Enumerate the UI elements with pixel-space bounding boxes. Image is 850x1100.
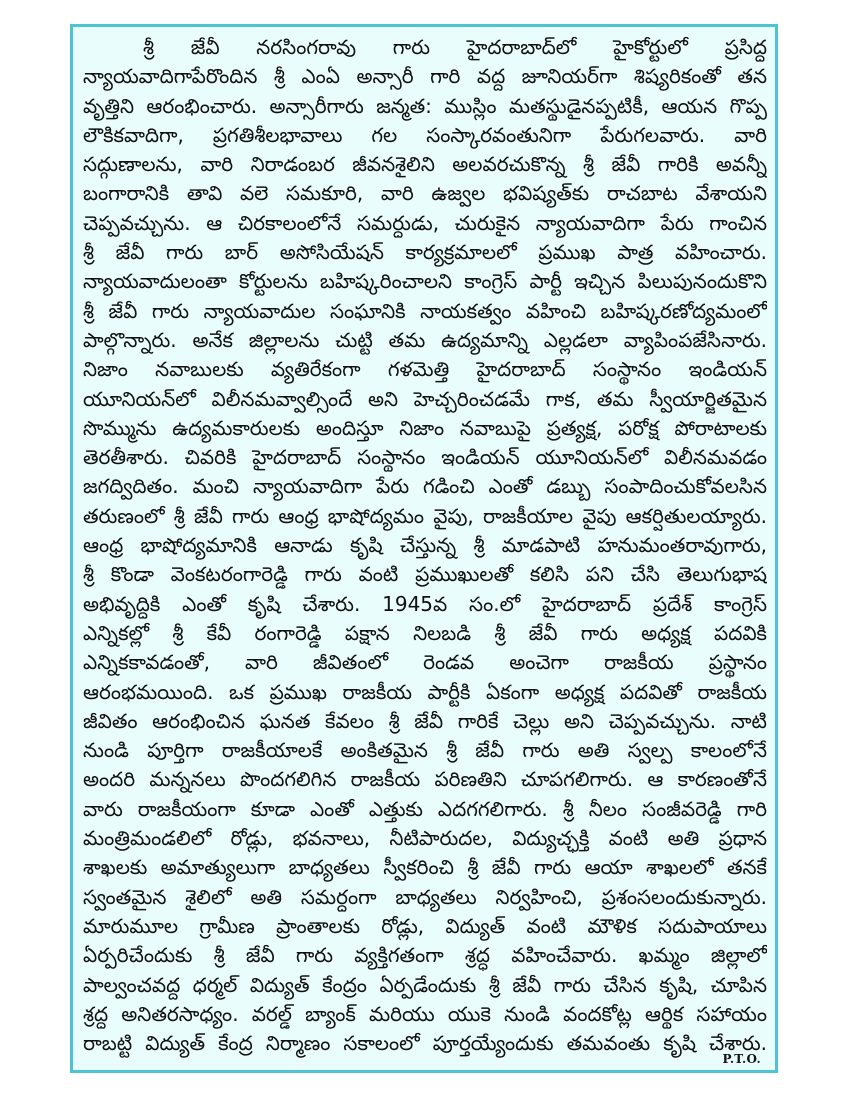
text-line: శ్రీ జేవీ గారు బార్ అసోసియేషన్ కార్యక్రమాలలో ప్రముఖ పాత్ర వహించారు.: [83, 240, 767, 265]
bordered-text-box: [70, 24, 778, 1073]
text-line: లౌకికవాదిగా, ప్రగతిశీలభావాలు గల సంస్కారవంతునిగా పేరుగలవారు. వారి: [83, 122, 767, 147]
text-line: వారు రాజకీయంగా కూడా ఎంతో ఎత్తుకు ఎదగగలిగారు. శ్రీ నీలం సంజీవరెడ్డి గారి: [83, 796, 767, 821]
text-line: బంగారానికి తావి వలె సమకూరి, వారి ఉజ్వల భవిష్యత్‌కు రాచబాట వేశాయని: [83, 181, 767, 206]
text-line: శ్రీ జేవీ నరసింగరావు గారు హైదరాబాద్‌లో హైకోర్టులో ప్రసిద్ధ: [143, 35, 767, 59]
text-line: వృత్తిని ఆరంభించారు. అన్సారీగారు జన్మత: ముస్లిం మతస్థుడైనప్పటికీ, ఆయన గొప్ప: [83, 93, 767, 118]
text-line: మంత్రిమండలిలో రోడ్లు, భవనాలు, నీటిపారుదల, విద్యుచ్ఛక్తి వంటి అతి ప్రధాన: [83, 826, 767, 851]
text-line: జీవితం ఆరంభించిన ఘనత కేవలం శ్రీ జేవీ గారికే చెల్లు అని చెప్పవచ్చును. నాటి: [83, 708, 767, 733]
page-turn-note: P.T.O.: [722, 1052, 761, 1066]
text-line: పాల్గొన్నారు. అనేక జిల్లాలను చుట్టి తమ ఉద్యమాన్ని ఎల్లడలా వ్యాపింపజేసినారు.: [83, 327, 767, 352]
text-line: నిజాం నవాబులకు వ్యతిరేకంగా గళమెత్తి హైదరాబాద్ సంస్థానం ఇండియన్: [83, 357, 767, 382]
text-line: శాఖలకు అమాత్యులుగా బాధ్యతలు స్వీకరించి శ్రీ జేవీ గారు ఆయా శాఖలలో తనకే: [83, 855, 767, 880]
text-line: యూనియన్‌లో విలీనమవ్వాల్సిందే అని హెచ్చరించడమే గాక, తమ స్వీయార్జితమైన: [83, 386, 767, 411]
text-line: ఎన్నికల్లో శ్రీ కేవీ రంగారెడ్డి పక్షాన నిలబడి శ్రీ జేవీ గారు అధ్యక్ష పదవికి: [83, 620, 767, 645]
text-line: జగద్విదితం. మంచి న్యాయవాదిగా పేరు గడించి ఎంతో డబ్బు సంపాదించుకోవలసిన: [83, 474, 767, 499]
text-line: శ్రీ కొండా వెంకటరంగారెడ్డి గారు వంటి ప్రముఖులతో కలిసి పని చేసి తెలుగుభాష: [83, 562, 767, 587]
text-line: శ్రీ జేవీ గారు న్యాయవాదుల సంఘానికి నాయకత్వం వహించి బహిష్కరణోద్యమంలో: [83, 298, 767, 323]
text-line: న్యాయవాదిగాపేరొందిన శ్రీ ఎంఏ అన్సారీ గారి వద్ద జూనియర్‌గా శిష్యరికంతో తన: [83, 64, 767, 89]
text-line: తెరతీశారు. చివరికి హైదరాబాద్ సంస్థానం ఇండియన్ యూనియన్‌లో విలీనమవడం: [83, 445, 767, 470]
text-line: శ్రద్ధ అనితరసాధ్యం. వరల్డ్ బ్యాంక్ మరియు యుకె నుండి వందకోట్ల ఆర్థిక సహాయం: [83, 1001, 767, 1026]
text-line: రాబట్టి విద్యుత్ కేంద్ర నిర్మాణం సకాలంలో పూర్తయ్యేందుకు తమవంతు కృషి చేశారు.: [83, 1031, 767, 1056]
text-line: ఎన్నికకావడంతో, వారి జీవితంలో రెండవ అంచెగా రాజకీయ ప్రస్థానం: [83, 650, 767, 675]
body-text: [83, 33, 767, 1058]
text-line: అభివృద్ధికి ఎంతో కృషి చేశారు. 1945వ సం.లో హైదరాబాద్ ప్రదేశ్ కాంగ్రెస్: [83, 591, 767, 616]
text-line: ఏర్పరిచేందుకు శ్రీ జేవీ గారు వ్యక్తిగతంగా శ్రద్ధ వహించేవారు. ఖమ్మం జిల్లాలో: [83, 943, 767, 968]
text-line: అందరి మన్ననలు పొందగలిగిన రాజకీయ పరిణతిని చూపగలిగారు. ఆ కారణంతోనే: [83, 767, 767, 792]
text-line: ఆరంభమయింది. ఒక ప్రముఖ రాజకీయ పార్టీకి ఏకంగా అధ్యక్ష పదవితో రాజకీయ: [83, 679, 767, 704]
text-line: సొమ్మును ఉద్యమకారులకు అందిస్తూ నిజాం నవాబుపై ప్రత్యక్ష, పరోక్ష పోరాటాలకు: [83, 415, 767, 440]
text-line: చెప్పవచ్చును. ఆ చిరకాలంలోనే సమర్ధుడు, చురుకైన న్యాయవాదిగా పేరు గాంచిన: [83, 210, 767, 235]
text-line: పాల్వంచవద్ద ధర్మల్ విద్యుత్ కేంద్రం ఏర్పడేందుకు శ్రీ జేవీ గారు చేసిన కృషి, చూపిన: [83, 972, 767, 997]
text-line: సద్గుణాలను, వారి నిరాడంబర జీవనశైలిని అలవరచుకొన్న శ్రీ జేవీ గారికి అవన్నీ: [83, 152, 767, 177]
text-line: స్వంతమైన శైలిలో అతి సమర్ధంగా బాధ్యతలు నిర్వహించి, ప్రశంసలందుకున్నారు.: [83, 884, 767, 909]
text-line: తరుణంలో శ్రీ జేవీ గారు ఆంధ్ర భాషోద్యమం వైపు, రాజకీయాల వైపు ఆకర్షితులయ్యారు.: [83, 503, 767, 528]
text-line: న్యాయవాదులంతా కోర్టులను బహిష్కరించాలని కాంగ్రెస్ పార్టీ ఇచ్చిన పిలుపునందుకొని: [83, 269, 767, 294]
text-line: ఆంధ్ర భాషోద్యమానికి ఆనాడు కృషి చేస్తున్న శ్రీ మాడపాటి హనుమంతరావుగారు,: [83, 533, 767, 558]
text-line: నుండి పూర్తిగా రాజకీయాలకే అంకితమైన శ్రీ జేవీ గారు అతి స్వల్ప కాలంలోనే: [83, 738, 767, 763]
text-line: మారుమూల గ్రామీణ ప్రాంతాలకు రోడ్లు, విద్యుత్ వంటి మౌళిక సదుపాయాలు: [83, 913, 767, 938]
